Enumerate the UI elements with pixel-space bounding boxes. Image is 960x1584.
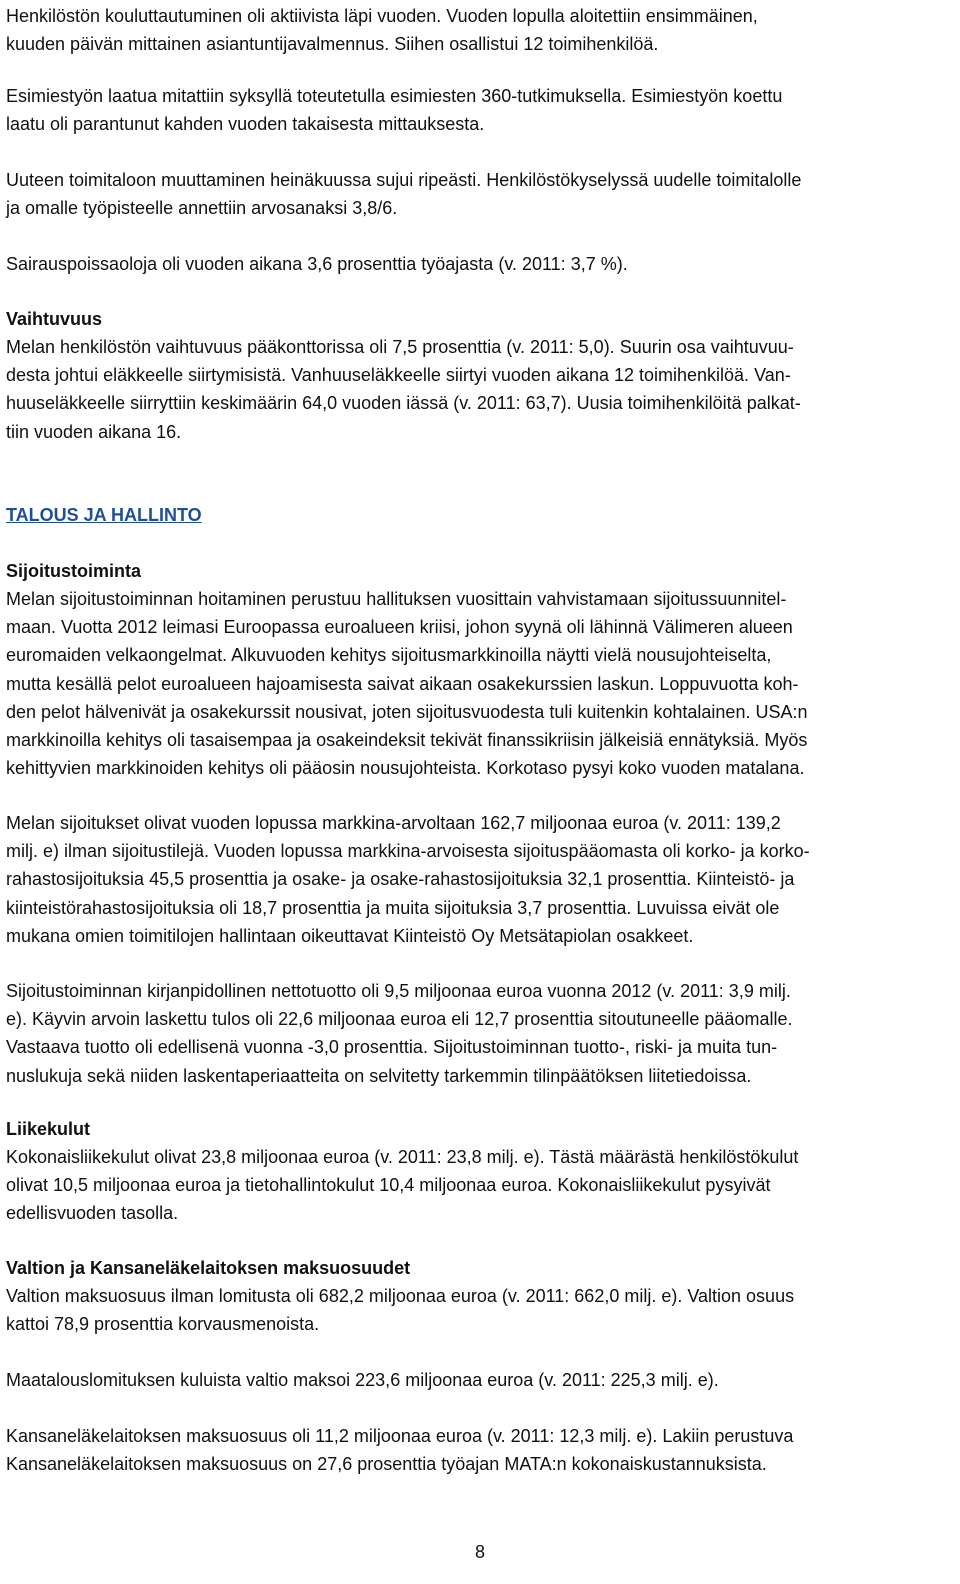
heading-sijoitustoiminta: Sijoitustoiminta: [6, 561, 141, 581]
paragraph-valtio-1: [6, 1282, 954, 1338]
text-line: Melan henkilöstön vaihtuvuus pääkonttorissa oli 7,5 prosenttia (v. 2011: 5,0). Suurin osa vaihtuvuu-: [6, 337, 794, 357]
text-line: kuuden päivän mittainen asiantuntijavalmennus. Siihen osallistui 12 toimihenkilöä.: [6, 34, 659, 55]
paragraph-valtio-2: [6, 1366, 954, 1394]
text-line: nuslukuja sekä niiden laskentaperiaatteita on selvitetty tarkemmin tilinpäätöksen liitetiedoissa.: [6, 1065, 752, 1086]
text-line: Valtion maksuosuus ilman lomitusta oli 682,2 miljoonaa euroa (v. 2011: 662,0 milj. e). Valtion osuus: [6, 1286, 795, 1306]
text-line: maan. Vuotta 2012 leimasi Euroopassa euroalueen kriisi, johon syynä oli lähinnä Välimeren alueen: [6, 617, 793, 638]
text-line: rahastosijoituksia 45,5 prosenttia ja osake- ja osake-rahastosijoituksia 32,1 prosenttia. Kiinteistö- ja: [6, 869, 795, 890]
paragraph-sijoitustoiminta-1: [6, 585, 954, 782]
paragraph-sairauspoissaolot: [6, 250, 954, 278]
text-line: kehittyvien markkinoiden kehitys oli pääosin nousujohteista. Korkotaso pysyi koko vuoden matalana.: [6, 758, 805, 779]
text-line: Vastaava tuotto oli edellisenä vuonna -3,0 prosenttia. Sijoitustoiminnan tuotto-, riski- ja muita tun-: [6, 1037, 778, 1058]
text-line: Maatalouslomituksen kuluista valtio maksoi 223,6 miljoonaa euroa (v. 2011: 225,3 milj. e).: [6, 1370, 719, 1390]
paragraph-esimiestyo: [6, 82, 954, 138]
text-line: euromaiden velkaongelmat. Alkuvuoden kehitys sijoitusmarkkinoilla näytti vielä nousujohteiselta,: [6, 645, 772, 666]
paragraph-vaihtuvuus: [6, 333, 954, 446]
text-line: Kansaneläkelaitoksen maksuosuus oli 11,2 miljoonaa euroa (v. 2011: 12,3 milj. e). Lakiin perustuva: [6, 1426, 794, 1446]
heading-liikekulut: Liikekulut: [6, 1119, 91, 1139]
text-line: milj. e) ilman sijoitustilejä. Vuoden lopussa markkina-arvoisesta sijoituspääomasta oli korko- ja korko-: [6, 841, 810, 862]
text-line: edellisvuoden tasolla.: [6, 1203, 179, 1224]
paragraph-toimitalo: [6, 166, 954, 222]
page-number: 8: [474, 1542, 485, 1562]
heading-valtio-kela: Valtion ja Kansaneläkelaitoksen maksuosuudet: [6, 1258, 411, 1278]
text-line: olivat 10,5 miljoonaa euroa ja tietohallintokulut 10,4 miljoonaa euroa. Kokonaisliikekulut pysyivät: [6, 1175, 771, 1196]
text-line: Melan sijoitustoiminnan hoitaminen perustuu hallituksen vuosittain vahvistamaan sijoitussuunnitel-: [6, 589, 787, 609]
text-line: den pelot hälvenivät ja osakekurssit nousivat, joten sijoitusvuodesta tuli kuitenkin kohtalainen. USA:n: [6, 701, 808, 722]
paragraph-sijoitustoiminta-3: [6, 977, 954, 1090]
text-line: Kansaneläkelaitoksen maksuosuus on 27,6 prosenttia työajan MATA:n kokonaiskustannuksista.: [6, 1454, 767, 1475]
text-line: tiin vuoden aikana 16.: [6, 421, 182, 442]
text-line: kiinteistörahastosijoituksia oli 18,7 prosenttia ja muita sijoituksia 3,7 prosenttia. Luvuissa eivät ole: [6, 897, 780, 918]
text-line: mukana omien toimitilojen hallintaan oikeuttavat Kiinteistö Oy Metsätapiolan osakkeet.: [6, 925, 694, 946]
paragraph-sijoitustoiminta-2: [6, 809, 954, 950]
text-line: ja omalle työpisteelle annettiin arvosanaksi 3,8/6.: [6, 198, 398, 219]
text-line: desta johtui eläkkeelle siirtymisistä. Vanhuuseläkkeelle siirtyi vuoden aikana 12 toimihenkilöä. Van-: [6, 365, 791, 386]
text-line: Melan sijoitukset olivat vuoden lopussa markkina-arvoltaan 162,7 miljoonaa euroa (v. 2011: 139,2: [6, 813, 781, 833]
text-line: kattoi 78,9 prosenttia korvausmenoista.: [6, 1314, 320, 1335]
text-line: e). Käyvin arvoin laskettu tulos oli 22,6 miljoonaa euroa eli 12,7 prosenttia sitoutuneelle pääomalle.: [6, 1009, 793, 1030]
text-line: Esimiestyön laatua mitattiin syksyllä toteutetulla esimiesten 360-tutkimuksella. Esimiestyön koettu: [6, 86, 783, 106]
text-line: Kokonaisliikekulut olivat 23,8 miljoonaa euroa (v. 2011: 23,8 milj. e). Tästä määrästä henkilöstökulut: [6, 1147, 799, 1167]
text-line: Uuteen toimitaloon muuttaminen heinäkuussa sujui ripeästi. Henkilöstökyselyssä uudelle toimitalolle: [6, 170, 802, 190]
text-line: Sijoitustoiminnan kirjanpidollinen nettotuotto oli 9,5 miljoonaa euroa vuonna 2012 (v. 2011: 3,9 milj.: [6, 981, 791, 1001]
paragraph-valtio-3: [6, 1422, 954, 1478]
text-line: Henkilöstön kouluttautuminen oli aktiivista läpi vuoden. Vuoden lopulla aloitettiin ensimmäinen,: [6, 6, 758, 26]
heading-vaihtuvuus: Vaihtuvuus: [6, 309, 103, 329]
paragraph-liikekulut: [6, 1143, 954, 1228]
paragraph-koulutus: [6, 2, 954, 58]
section-title: TALOUS JA HALLINTO: [6, 505, 202, 525]
text-line: huuseläkkeelle siirryttiin keskimäärin 64,0 vuoden iässä (v. 2011: 63,7). Uusia toimihenkilöitä palkat-: [6, 393, 801, 414]
text-line: laatu oli parantunut kahden vuoden takaisesta mittauksesta.: [6, 114, 485, 135]
text-line: Sairauspoissaoloja oli vuoden aikana 3,6 prosenttia työajasta (v. 2011: 3,7 %).: [6, 254, 628, 274]
text-line: markkinoilla kehitys oli tasaisempaa ja osakeindeksit tekivät finanssikriisin jälkeisiä ennätyksiä. Myös: [6, 730, 808, 751]
text-line: mutta kesällä pelot euroalueen hajoamisesta saivat aikaan osakekurssien laskun. Loppuvuotta koh-: [6, 673, 799, 694]
